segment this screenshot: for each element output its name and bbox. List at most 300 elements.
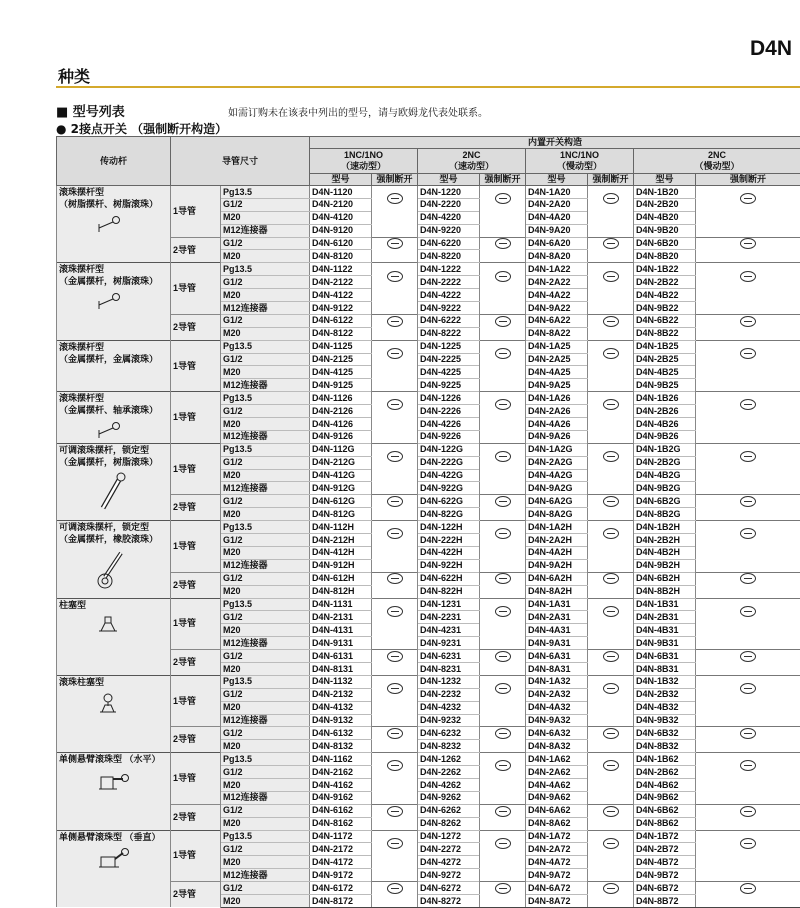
forced-opening-icon bbox=[603, 193, 619, 204]
forced-open-cell bbox=[480, 778, 526, 804]
forced-open-cell bbox=[372, 624, 418, 650]
model-number: D4N-1A2H bbox=[526, 521, 588, 534]
forced-open-cell bbox=[696, 418, 800, 444]
forced-open-cell bbox=[372, 366, 418, 392]
plunger-icon bbox=[59, 615, 168, 633]
model-number: D4N-4232 bbox=[418, 701, 480, 714]
forced-open-cell bbox=[480, 250, 526, 263]
switch-group-header: 1NC/1NO （慢动型） bbox=[526, 149, 634, 174]
table-row bbox=[57, 186, 800, 199]
model-number: D4N-6122 bbox=[310, 314, 372, 327]
forced-open-cell bbox=[372, 572, 418, 585]
model-number: D4N-422H bbox=[418, 546, 480, 559]
conduit-count: 1导管 bbox=[171, 521, 221, 573]
model-number: D4N-1162 bbox=[310, 753, 372, 766]
conduit-size: M12连接器 bbox=[221, 224, 310, 237]
model-number: D4N-9231 bbox=[418, 637, 480, 650]
conduit-size: M20 bbox=[221, 366, 310, 379]
conduit-size: Pg13.5 bbox=[221, 263, 310, 276]
forced-opening-icon bbox=[603, 399, 619, 410]
forced-opening-icon bbox=[740, 496, 756, 507]
model-number: D4N-1B31 bbox=[634, 598, 696, 611]
model-number: D4N-1225 bbox=[418, 340, 480, 353]
model-number: D4N-2A2G bbox=[526, 456, 588, 469]
forced-open-cell bbox=[588, 817, 634, 830]
forced-opening-icon bbox=[740, 271, 756, 282]
forced-open-cell bbox=[696, 585, 800, 598]
model-number: D4N-2B62 bbox=[634, 766, 696, 779]
model-number: D4N-9220 bbox=[418, 224, 480, 237]
forced-open-cell bbox=[588, 250, 634, 263]
forced-open-cell bbox=[696, 675, 800, 701]
model-number: D4N-112G bbox=[310, 443, 372, 456]
model-number: D4N-8A20 bbox=[526, 250, 588, 263]
forced-open-cell bbox=[372, 546, 418, 572]
forced-open-cell bbox=[588, 546, 634, 572]
model-number: D4N-822G bbox=[418, 508, 480, 521]
conduit-size: Pg13.5 bbox=[221, 443, 310, 456]
forced-opening-icon bbox=[603, 806, 619, 817]
model-number: D4N-9A72 bbox=[526, 869, 588, 882]
forced-open-cell bbox=[480, 650, 526, 663]
forced-opening-icon bbox=[387, 451, 403, 462]
model-number: D4N-9A22 bbox=[526, 302, 588, 315]
model-number: D4N-2125 bbox=[310, 353, 372, 366]
forced-opening-icon bbox=[387, 838, 403, 849]
model-number: D4N-2B72 bbox=[634, 843, 696, 856]
actuator-cell bbox=[57, 186, 171, 263]
forced-open-cell bbox=[588, 495, 634, 508]
forced-open-cell bbox=[372, 418, 418, 444]
roller-lever-icon bbox=[59, 214, 168, 234]
forced-opening-icon bbox=[495, 451, 511, 462]
forced-open-cell bbox=[480, 289, 526, 315]
actuator-name: 可调滚珠摆杆，锁定型 bbox=[59, 521, 168, 533]
model-number: D4N-9B32 bbox=[634, 714, 696, 727]
forced-opening-icon bbox=[387, 683, 403, 694]
forced-open-cell bbox=[696, 817, 800, 830]
forced-opening-icon bbox=[740, 348, 756, 359]
forced-open-cell bbox=[372, 727, 418, 740]
model-number: D4N-4A32 bbox=[526, 701, 588, 714]
model-number: D4N-2172 bbox=[310, 843, 372, 856]
model-number: D4N-9A25 bbox=[526, 379, 588, 392]
model-number: D4N-8A31 bbox=[526, 662, 588, 675]
forced-opening-icon bbox=[387, 573, 403, 584]
forced-opening-icon bbox=[495, 238, 511, 249]
forced-opening-icon bbox=[603, 838, 619, 849]
conduit-size: G1/2 bbox=[221, 237, 310, 250]
conduit-count: 1导管 bbox=[171, 675, 221, 727]
model-number: D4N-4126 bbox=[310, 418, 372, 431]
model-number: D4N-2A62 bbox=[526, 766, 588, 779]
model-number: D4N-8272 bbox=[418, 894, 480, 907]
model-list-title: ■ 型号列表 bbox=[56, 101, 125, 120]
model-number: D4N-8A2H bbox=[526, 585, 588, 598]
forced-open-cell bbox=[696, 662, 800, 675]
forced-open-cell bbox=[480, 894, 526, 907]
model-number: D4N-8231 bbox=[418, 662, 480, 675]
model-number: D4N-8A62 bbox=[526, 817, 588, 830]
forced-open-cell bbox=[588, 662, 634, 675]
forced-opening-icon bbox=[740, 316, 756, 327]
forced-open-cell bbox=[588, 882, 634, 895]
conduit-size: M20 bbox=[221, 778, 310, 791]
model-number: D4N-2231 bbox=[418, 611, 480, 624]
actuator-header: 传动杆 bbox=[57, 137, 171, 186]
model-number: D4N-6B20 bbox=[634, 237, 696, 250]
model-number: D4N-4132 bbox=[310, 701, 372, 714]
forced-open-cell bbox=[588, 624, 634, 650]
model-number: D4N-6222 bbox=[418, 314, 480, 327]
conduit-size: M20 bbox=[221, 250, 310, 263]
conduit-count: 1导管 bbox=[171, 753, 221, 805]
forced-opening-icon bbox=[603, 728, 619, 739]
conduit-count: 1导管 bbox=[171, 830, 221, 882]
forced-opening-icon bbox=[387, 238, 403, 249]
model-number: D4N-1226 bbox=[418, 392, 480, 405]
forced-open-cell bbox=[480, 508, 526, 521]
model-number: D4N-9122 bbox=[310, 302, 372, 315]
conduit-size: M12连接器 bbox=[221, 559, 310, 572]
conduit-count: 1导管 bbox=[171, 443, 221, 495]
forced-open-cell bbox=[696, 211, 800, 237]
model-number: D4N-1B2G bbox=[634, 443, 696, 456]
forced-open-header: 强制断开 bbox=[372, 174, 418, 186]
forced-opening-icon bbox=[387, 348, 403, 359]
conduit-size: M20 bbox=[221, 662, 310, 675]
model-number: D4N-2A31 bbox=[526, 611, 588, 624]
forced-open-cell bbox=[372, 650, 418, 663]
built-in-header: 内置开关构造 bbox=[310, 137, 800, 149]
model-number: D4N-4B2G bbox=[634, 469, 696, 482]
model-number: D4N-2120 bbox=[310, 198, 372, 211]
model-number: D4N-2222 bbox=[418, 276, 480, 289]
model-number: D4N-9162 bbox=[310, 791, 372, 804]
model-header: 型号 bbox=[526, 174, 588, 186]
conduit-size: G1/2 bbox=[221, 572, 310, 585]
forced-opening-icon bbox=[603, 238, 619, 249]
model-number: D4N-8B32 bbox=[634, 740, 696, 753]
conduit-size: M20 bbox=[221, 546, 310, 559]
model-number: D4N-4162 bbox=[310, 778, 372, 791]
actuator-name: 滚珠柱塞型 bbox=[59, 676, 168, 688]
forced-open-cell bbox=[372, 830, 418, 856]
model-number: D4N-9225 bbox=[418, 379, 480, 392]
forced-open-cell bbox=[588, 211, 634, 237]
actuator-cell bbox=[57, 340, 171, 392]
table-row bbox=[57, 392, 800, 405]
forced-opening-icon bbox=[495, 760, 511, 771]
conduit-count: 2导管 bbox=[171, 237, 221, 263]
model-number: D4N-212H bbox=[310, 534, 372, 547]
model-number: D4N-9B2G bbox=[634, 482, 696, 495]
model-number: D4N-1B72 bbox=[634, 830, 696, 843]
conduit-size: Pg13.5 bbox=[221, 753, 310, 766]
model-number: D4N-8172 bbox=[310, 894, 372, 907]
forced-opening-icon bbox=[387, 806, 403, 817]
forced-opening-icon bbox=[740, 573, 756, 584]
forced-opening-icon bbox=[387, 528, 403, 539]
forced-open-cell bbox=[696, 392, 800, 418]
model-number: D4N-1A32 bbox=[526, 675, 588, 688]
model-number: D4N-2B25 bbox=[634, 353, 696, 366]
forced-open-cell bbox=[480, 392, 526, 418]
forced-open-cell bbox=[480, 753, 526, 779]
model-number: D4N-1B26 bbox=[634, 392, 696, 405]
forced-open-cell bbox=[696, 495, 800, 508]
forced-open-cell bbox=[696, 572, 800, 585]
forced-open-cell bbox=[480, 662, 526, 675]
model-number: D4N-4A22 bbox=[526, 289, 588, 302]
forced-open-cell bbox=[480, 546, 526, 572]
forced-open-cell bbox=[588, 469, 634, 495]
model-number: D4N-6132 bbox=[310, 727, 372, 740]
table-row bbox=[57, 675, 800, 688]
forced-opening-icon bbox=[495, 651, 511, 662]
model-number: D4N-2A20 bbox=[526, 198, 588, 211]
forced-open-cell bbox=[696, 894, 800, 907]
forced-open-cell bbox=[372, 263, 418, 289]
actuator-name: 滚珠摆杆型 bbox=[59, 186, 168, 198]
forced-opening-icon bbox=[603, 573, 619, 584]
table-row bbox=[57, 340, 800, 353]
conduit-size: M20 bbox=[221, 469, 310, 482]
model-number: D4N-9B25 bbox=[634, 379, 696, 392]
model-header: 型号 bbox=[310, 174, 372, 186]
model-number: D4N-9A31 bbox=[526, 637, 588, 650]
model-number: D4N-4220 bbox=[418, 211, 480, 224]
model-number: D4N-612G bbox=[310, 495, 372, 508]
model-number: D4N-9132 bbox=[310, 714, 372, 727]
model-number: D4N-2126 bbox=[310, 405, 372, 418]
model-number: D4N-2B20 bbox=[634, 198, 696, 211]
forced-open-cell bbox=[588, 753, 634, 779]
model-number: D4N-6172 bbox=[310, 882, 372, 895]
actuator-name: 滚珠摆杆型 bbox=[59, 263, 168, 275]
model-table bbox=[56, 136, 800, 908]
model-number: D4N-6232 bbox=[418, 727, 480, 740]
model-number: D4N-612H bbox=[310, 572, 372, 585]
conduit-size: G1/2 bbox=[221, 456, 310, 469]
model-number: D4N-8131 bbox=[310, 662, 372, 675]
model-number: D4N-4B32 bbox=[634, 701, 696, 714]
model-number: D4N-4B20 bbox=[634, 211, 696, 224]
model-number: D4N-2220 bbox=[418, 198, 480, 211]
model-number: D4N-6B2G bbox=[634, 495, 696, 508]
conduit-size: M20 bbox=[221, 740, 310, 753]
forced-opening-icon bbox=[495, 573, 511, 584]
actuator-cell bbox=[57, 830, 171, 907]
forced-open-cell bbox=[372, 598, 418, 624]
forced-open-cell bbox=[696, 882, 800, 895]
model-number: D4N-6B32 bbox=[634, 727, 696, 740]
model-number: D4N-9B2H bbox=[634, 559, 696, 572]
forced-open-cell bbox=[480, 701, 526, 727]
model-number: D4N-9126 bbox=[310, 430, 372, 443]
model-number: D4N-6272 bbox=[418, 882, 480, 895]
forced-open-cell bbox=[372, 327, 418, 340]
conduit-size: G1/2 bbox=[221, 611, 310, 624]
forced-opening-icon bbox=[495, 271, 511, 282]
model-number: D4N-812H bbox=[310, 585, 372, 598]
forced-open-cell bbox=[588, 289, 634, 315]
forced-opening-icon bbox=[387, 651, 403, 662]
model-number: D4N-1A72 bbox=[526, 830, 588, 843]
model-number: D4N-2B2H bbox=[634, 534, 696, 547]
model-number: D4N-912G bbox=[310, 482, 372, 495]
model-number: D4N-812G bbox=[310, 508, 372, 521]
model-number: D4N-1A62 bbox=[526, 753, 588, 766]
conduit-size: G1/2 bbox=[221, 843, 310, 856]
forced-opening-icon bbox=[387, 316, 403, 327]
forced-open-cell bbox=[588, 186, 634, 212]
table-row bbox=[57, 830, 800, 843]
model-number: D4N-6B31 bbox=[634, 650, 696, 663]
model-number: D4N-4226 bbox=[418, 418, 480, 431]
model-number: D4N-2225 bbox=[418, 353, 480, 366]
model-number: D4N-4120 bbox=[310, 211, 372, 224]
forced-opening-icon bbox=[740, 238, 756, 249]
forced-open-cell bbox=[588, 894, 634, 907]
model-number: D4N-4B2H bbox=[634, 546, 696, 559]
actuator-name: 柱塞型 bbox=[59, 599, 168, 611]
forced-opening-icon bbox=[740, 399, 756, 410]
conduit-count: 1导管 bbox=[171, 340, 221, 392]
model-number: D4N-8122 bbox=[310, 327, 372, 340]
model-number: D4N-2B26 bbox=[634, 405, 696, 418]
model-number: D4N-9226 bbox=[418, 430, 480, 443]
model-number: D4N-6B22 bbox=[634, 314, 696, 327]
forced-open-cell bbox=[480, 186, 526, 212]
rubber-roller-lever-icon bbox=[59, 549, 168, 589]
forced-open-cell bbox=[480, 340, 526, 366]
forced-open-cell bbox=[372, 804, 418, 817]
conduit-count: 2导管 bbox=[171, 727, 221, 753]
actuator-cell bbox=[57, 753, 171, 830]
actuator-name: 可调滚珠摆杆，锁定型 bbox=[59, 444, 168, 456]
model-number: D4N-1120 bbox=[310, 186, 372, 199]
conduit-size: G1/2 bbox=[221, 688, 310, 701]
model-number: D4N-622H bbox=[418, 572, 480, 585]
conduit-count: 2导管 bbox=[171, 314, 221, 340]
forced-open-cell bbox=[480, 263, 526, 289]
forced-open-cell bbox=[372, 495, 418, 508]
model-number: D4N-2131 bbox=[310, 611, 372, 624]
forced-open-cell bbox=[696, 598, 800, 624]
model-number: D4N-2A72 bbox=[526, 843, 588, 856]
forced-opening-icon bbox=[603, 883, 619, 894]
forced-open-cell bbox=[696, 546, 800, 572]
actuator-description: （金属摆杆、轴承滚珠） bbox=[59, 404, 168, 416]
model-number: D4N-6220 bbox=[418, 237, 480, 250]
conduit-count: 1导管 bbox=[171, 598, 221, 650]
forced-open-cell bbox=[588, 585, 634, 598]
forced-opening-icon bbox=[495, 883, 511, 894]
model-number: D4N-4B72 bbox=[634, 856, 696, 869]
model-number: D4N-9A2G bbox=[526, 482, 588, 495]
conduit-size: Pg13.5 bbox=[221, 675, 310, 688]
forced-open-cell bbox=[480, 585, 526, 598]
model-number: D4N-1A2G bbox=[526, 443, 588, 456]
model-number: D4N-1A26 bbox=[526, 392, 588, 405]
forced-opening-icon bbox=[495, 606, 511, 617]
model-number: D4N-8B31 bbox=[634, 662, 696, 675]
forced-opening-icon bbox=[740, 683, 756, 694]
model-number: D4N-2A32 bbox=[526, 688, 588, 701]
forced-open-cell bbox=[372, 250, 418, 263]
model-number: D4N-6A2H bbox=[526, 572, 588, 585]
model-number: D4N-9B26 bbox=[634, 430, 696, 443]
forced-open-cell bbox=[696, 186, 800, 212]
forced-open-cell bbox=[588, 572, 634, 585]
model-number: D4N-8220 bbox=[418, 250, 480, 263]
forced-open-cell bbox=[372, 340, 418, 366]
model-number: D4N-9172 bbox=[310, 869, 372, 882]
conduit-size: M12连接器 bbox=[221, 430, 310, 443]
forced-open-cell bbox=[696, 443, 800, 469]
model-number: D4N-2272 bbox=[418, 843, 480, 856]
actuator-description: （金属摆杆，树脂滚珠） bbox=[59, 275, 168, 287]
forced-open-cell bbox=[372, 740, 418, 753]
conduit-count: 2导管 bbox=[171, 572, 221, 598]
forced-open-cell bbox=[588, 340, 634, 366]
model-number: D4N-4A62 bbox=[526, 778, 588, 791]
forced-open-cell bbox=[696, 856, 800, 882]
forced-open-cell bbox=[588, 508, 634, 521]
forced-open-cell bbox=[480, 740, 526, 753]
model-number: D4N-4272 bbox=[418, 856, 480, 869]
model-number: D4N-2A2H bbox=[526, 534, 588, 547]
forced-open-cell bbox=[480, 469, 526, 495]
forced-opening-icon bbox=[387, 399, 403, 410]
model-number: D4N-4A2H bbox=[526, 546, 588, 559]
forced-open-cell bbox=[372, 508, 418, 521]
conduit-size: M12连接器 bbox=[221, 637, 310, 650]
forced-opening-icon bbox=[740, 838, 756, 849]
model-number: D4N-1131 bbox=[310, 598, 372, 611]
forced-opening-icon bbox=[495, 496, 511, 507]
forced-opening-icon bbox=[387, 883, 403, 894]
model-number: D4N-122H bbox=[418, 521, 480, 534]
model-number: D4N-4222 bbox=[418, 289, 480, 302]
model-number: D4N-4A72 bbox=[526, 856, 588, 869]
forced-open-cell bbox=[696, 508, 800, 521]
forced-open-cell bbox=[696, 327, 800, 340]
conduit-size: G1/2 bbox=[221, 727, 310, 740]
model-number: D4N-8B62 bbox=[634, 817, 696, 830]
switch-group-header: 1NC/1NO （速动型） bbox=[310, 149, 418, 174]
forced-opening-icon bbox=[740, 606, 756, 617]
forced-open-cell bbox=[372, 469, 418, 495]
forced-open-cell bbox=[480, 327, 526, 340]
forced-opening-icon bbox=[603, 651, 619, 662]
model-number: D4N-8A72 bbox=[526, 894, 588, 907]
forced-open-cell bbox=[372, 662, 418, 675]
actuator-cell bbox=[57, 675, 171, 752]
conduit-count: 1导管 bbox=[171, 186, 221, 238]
forced-open-cell bbox=[588, 237, 634, 250]
table-row bbox=[57, 753, 800, 766]
conduit-size: G1/2 bbox=[221, 353, 310, 366]
model-number: D4N-1A25 bbox=[526, 340, 588, 353]
model-number: D4N-6120 bbox=[310, 237, 372, 250]
conduit-header: 导管尺寸 bbox=[171, 137, 310, 186]
model-number: D4N-6B2H bbox=[634, 572, 696, 585]
subsection-title: ● 2接点开关 （强制断开构造） bbox=[56, 120, 227, 137]
model-number: D4N-4B62 bbox=[634, 778, 696, 791]
forced-opening-icon bbox=[495, 399, 511, 410]
